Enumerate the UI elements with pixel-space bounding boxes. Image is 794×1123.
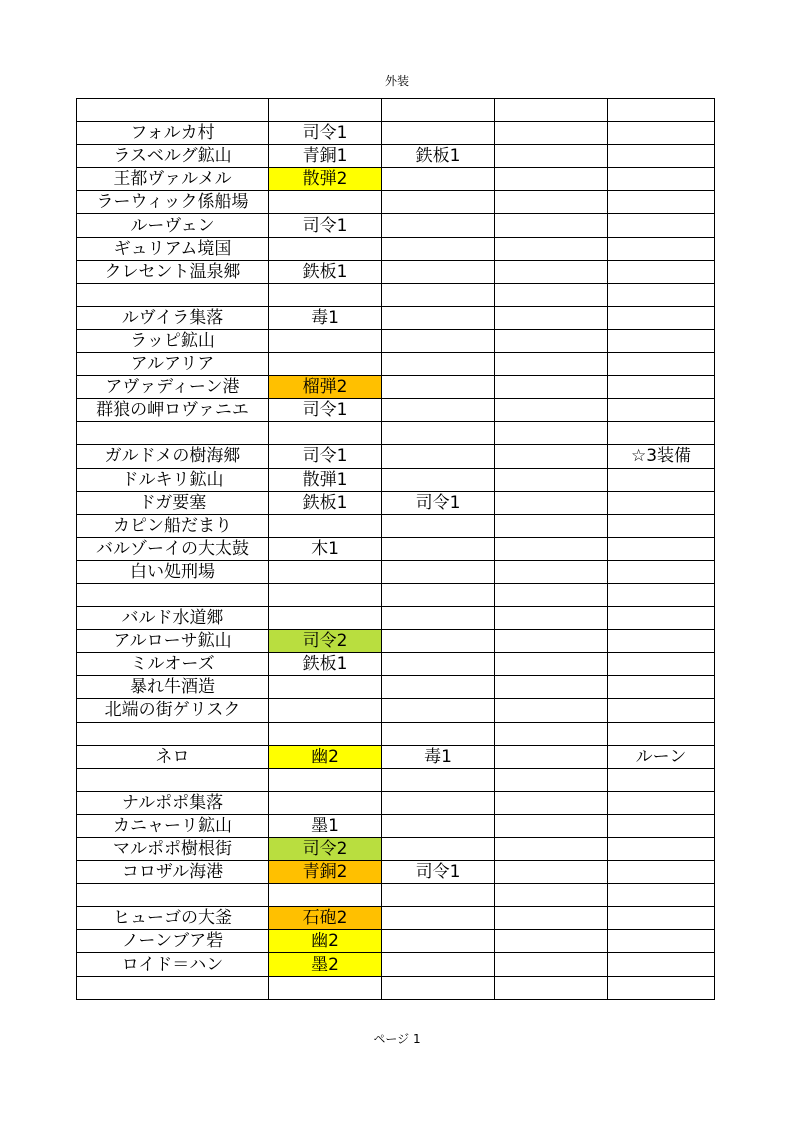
material-cell[interactable] [269, 976, 382, 999]
material-cell[interactable] [608, 583, 715, 606]
material-cell[interactable]: 青銅1 [269, 145, 382, 168]
material-cell[interactable] [382, 583, 495, 606]
material-cell[interactable] [495, 260, 608, 283]
material-cell[interactable] [495, 699, 608, 722]
table-row [77, 653, 715, 676]
material-cell[interactable] [382, 930, 495, 953]
table-row [77, 260, 715, 283]
material-cell[interactable] [495, 630, 608, 653]
material-cell[interactable] [608, 283, 715, 306]
location-cell[interactable]: ドガ要塞 [77, 491, 269, 514]
material-cell[interactable]: 散弾1 [269, 468, 382, 491]
material-cell[interactable] [382, 214, 495, 237]
material-cell[interactable] [495, 329, 608, 352]
material-cell[interactable] [382, 699, 495, 722]
table-row [77, 630, 715, 653]
location-cell[interactable]: バルド水道郷 [77, 607, 269, 630]
material-cell[interactable]: 鉄板1 [382, 145, 495, 168]
material-cell[interactable]: 司令1 [269, 445, 382, 468]
table-row [77, 514, 715, 537]
material-cell[interactable] [495, 99, 608, 122]
material-cell[interactable] [269, 699, 382, 722]
table-row [77, 283, 715, 306]
table-row [77, 768, 715, 791]
location-cell[interactable]: カニャーリ鉱山 [77, 814, 269, 837]
material-cell[interactable] [608, 399, 715, 422]
material-cell[interactable] [382, 122, 495, 145]
material-cell[interactable] [382, 306, 495, 329]
table-row [77, 122, 715, 145]
material-cell[interactable] [382, 838, 495, 861]
table-row [77, 329, 715, 352]
location-cell[interactable]: 群狼の岬ロヴァニエ [77, 399, 269, 422]
table-row [77, 145, 715, 168]
table-row [77, 907, 715, 930]
material-cell[interactable] [495, 445, 608, 468]
material-cell[interactable]: 毒1 [269, 306, 382, 329]
material-cell[interactable] [608, 376, 715, 399]
material-cell[interactable] [382, 653, 495, 676]
material-cell[interactable] [382, 376, 495, 399]
material-cell[interactable] [608, 838, 715, 861]
material-cell[interactable] [495, 884, 608, 907]
material-cell[interactable] [608, 99, 715, 122]
material-cell[interactable] [382, 676, 495, 699]
location-cell[interactable]: 暴れ牛酒造 [77, 676, 269, 699]
material-cell[interactable] [269, 237, 382, 260]
material-cell[interactable] [608, 930, 715, 953]
material-cell[interactable]: 司令2 [269, 838, 382, 861]
material-cell[interactable] [608, 514, 715, 537]
location-cell[interactable]: クレセント温泉郷 [77, 260, 269, 283]
location-cell[interactable]: ラスベルグ鉱山 [77, 145, 269, 168]
material-cell[interactable] [495, 814, 608, 837]
location-cell[interactable] [77, 422, 269, 445]
location-cell[interactable]: 白い処刑場 [77, 560, 269, 583]
table-row [77, 722, 715, 745]
material-cell[interactable] [382, 399, 495, 422]
material-cell[interactable] [382, 283, 495, 306]
material-cell[interactable]: 青銅2 [269, 861, 382, 884]
material-cell[interactable] [382, 353, 495, 376]
location-cell[interactable]: ネロ [77, 745, 269, 768]
table-row [77, 884, 715, 907]
material-cell[interactable] [382, 514, 495, 537]
location-cell[interactable]: ラーウィック係船場 [77, 191, 269, 214]
material-cell[interactable] [382, 168, 495, 191]
material-cell[interactable] [608, 653, 715, 676]
material-cell[interactable] [382, 468, 495, 491]
location-cell[interactable]: ギュリアム境国 [77, 237, 269, 260]
location-cell[interactable] [77, 884, 269, 907]
material-cell[interactable] [382, 422, 495, 445]
material-cell[interactable] [495, 145, 608, 168]
material-cell[interactable] [608, 329, 715, 352]
page-header: 外装 [384, 74, 409, 88]
material-cell[interactable] [608, 122, 715, 145]
location-cell[interactable]: 北端の街ゲリスク [77, 699, 269, 722]
material-cell[interactable] [269, 353, 382, 376]
material-cell[interactable]: 石砲2 [269, 907, 382, 930]
material-cell[interactable] [382, 445, 495, 468]
material-cell[interactable] [608, 537, 715, 560]
material-cell[interactable] [495, 930, 608, 953]
location-cell[interactable] [77, 583, 269, 606]
table-row [77, 699, 715, 722]
material-cell[interactable] [608, 907, 715, 930]
location-cell[interactable]: アルローサ鉱山 [77, 630, 269, 653]
table-row [77, 976, 715, 999]
material-cell[interactable] [495, 468, 608, 491]
table-row [77, 930, 715, 953]
location-cell[interactable] [77, 722, 269, 745]
table-row [77, 422, 715, 445]
material-cell[interactable]: ルーン [608, 745, 715, 768]
material-cell[interactable] [608, 491, 715, 514]
material-cell[interactable] [608, 260, 715, 283]
material-cell[interactable] [269, 191, 382, 214]
material-cell[interactable] [495, 861, 608, 884]
location-cell[interactable]: フォルカ村 [77, 122, 269, 145]
material-cell[interactable] [495, 745, 608, 768]
material-cell[interactable]: 司令1 [382, 861, 495, 884]
location-cell[interactable] [77, 976, 269, 999]
location-cell[interactable]: ラッピ鉱山 [77, 329, 269, 352]
location-cell[interactable] [77, 99, 269, 122]
table-row [77, 607, 715, 630]
material-cell[interactable] [608, 676, 715, 699]
location-cell[interactable]: ノーンブア砦 [77, 930, 269, 953]
material-cell[interactable] [495, 607, 608, 630]
table-row [77, 814, 715, 837]
material-cell[interactable] [269, 722, 382, 745]
material-cell[interactable]: 鉄板1 [269, 653, 382, 676]
material-cell[interactable] [495, 399, 608, 422]
table-row [77, 491, 715, 514]
material-cell[interactable] [608, 191, 715, 214]
location-cell[interactable]: 王都ヴァルメル [77, 168, 269, 191]
material-cell[interactable]: 散弾2 [269, 168, 382, 191]
material-cell[interactable]: 司令2 [269, 630, 382, 653]
material-cell[interactable] [495, 353, 608, 376]
material-cell[interactable] [269, 791, 382, 814]
table-row [77, 99, 715, 122]
material-cell[interactable]: 鉄板1 [269, 260, 382, 283]
location-cell[interactable]: バルゾーイの大太鼓 [77, 537, 269, 560]
material-cell[interactable] [495, 376, 608, 399]
location-cell[interactable]: マルポポ樹根街 [77, 838, 269, 861]
table-row [77, 745, 715, 768]
table-row [77, 560, 715, 583]
material-cell[interactable] [495, 237, 608, 260]
table-row [77, 468, 715, 491]
material-cell[interactable] [269, 283, 382, 306]
material-cell[interactable] [495, 122, 608, 145]
material-cell[interactable] [608, 953, 715, 976]
material-cell[interactable] [608, 145, 715, 168]
spreadsheet-table [76, 98, 715, 1000]
location-cell[interactable]: カピン船だまり [77, 514, 269, 537]
location-cell[interactable]: ルーヴェン [77, 214, 269, 237]
material-cell[interactable] [382, 630, 495, 653]
material-cell[interactable] [608, 607, 715, 630]
material-cell[interactable] [269, 560, 382, 583]
material-cell[interactable]: 墨2 [269, 953, 382, 976]
material-cell[interactable] [608, 722, 715, 745]
material-cell[interactable] [269, 607, 382, 630]
location-cell[interactable]: ロイド＝ハン [77, 953, 269, 976]
material-cell[interactable] [382, 953, 495, 976]
material-cell[interactable] [382, 560, 495, 583]
material-cell[interactable] [608, 237, 715, 260]
material-cell[interactable] [608, 353, 715, 376]
material-cell[interactable]: 幽2 [269, 745, 382, 768]
location-cell[interactable]: アヴァディーン港 [77, 376, 269, 399]
material-cell[interactable] [382, 607, 495, 630]
material-cell[interactable] [495, 768, 608, 791]
material-cell[interactable] [382, 722, 495, 745]
material-cell[interactable] [608, 422, 715, 445]
table-row [77, 376, 715, 399]
material-cell[interactable] [608, 168, 715, 191]
material-cell[interactable] [269, 99, 382, 122]
table-row [77, 306, 715, 329]
location-cell[interactable]: ナルポポ集落 [77, 791, 269, 814]
material-cell[interactable] [382, 791, 495, 814]
material-cell[interactable] [269, 768, 382, 791]
location-cell[interactable]: ヒューゴの大釜 [77, 907, 269, 930]
table-row [77, 191, 715, 214]
material-cell[interactable] [269, 514, 382, 537]
material-cell[interactable]: 毒1 [382, 745, 495, 768]
material-cell[interactable] [495, 583, 608, 606]
table-row [77, 168, 715, 191]
material-cell[interactable] [382, 99, 495, 122]
spreadsheet-body [77, 99, 715, 1000]
material-cell[interactable] [382, 768, 495, 791]
material-cell[interactable] [608, 560, 715, 583]
material-cell[interactable] [495, 214, 608, 237]
material-cell[interactable] [495, 514, 608, 537]
table-row [77, 676, 715, 699]
table-row [77, 214, 715, 237]
table-row [77, 399, 715, 422]
material-cell[interactable] [495, 283, 608, 306]
material-cell[interactable] [269, 884, 382, 907]
material-cell[interactable] [495, 907, 608, 930]
material-cell[interactable] [608, 861, 715, 884]
location-cell[interactable]: ルヴイラ集落 [77, 306, 269, 329]
table-row [77, 237, 715, 260]
table-row [77, 953, 715, 976]
material-cell[interactable] [495, 791, 608, 814]
page-footer: ページ 1 [373, 1032, 421, 1046]
material-cell[interactable] [495, 953, 608, 976]
material-cell[interactable] [382, 884, 495, 907]
location-cell[interactable] [77, 283, 269, 306]
table-row [77, 791, 715, 814]
location-cell[interactable]: コロザル海港 [77, 861, 269, 884]
material-cell[interactable] [608, 630, 715, 653]
material-cell[interactable]: 司令1 [269, 399, 382, 422]
material-cell[interactable] [382, 329, 495, 352]
material-cell[interactable] [495, 422, 608, 445]
material-cell[interactable] [269, 422, 382, 445]
material-cell[interactable]: 司令1 [269, 122, 382, 145]
material-cell[interactable] [269, 329, 382, 352]
material-cell[interactable] [608, 768, 715, 791]
table-row [77, 583, 715, 606]
material-cell[interactable] [608, 214, 715, 237]
material-cell[interactable] [382, 191, 495, 214]
material-cell[interactable] [495, 168, 608, 191]
material-cell[interactable] [495, 191, 608, 214]
material-cell[interactable] [269, 583, 382, 606]
table-row [77, 353, 715, 376]
material-cell[interactable] [269, 676, 382, 699]
material-cell[interactable] [608, 976, 715, 999]
location-cell[interactable]: ドルキリ鉱山 [77, 468, 269, 491]
material-cell[interactable] [495, 676, 608, 699]
material-cell[interactable] [608, 791, 715, 814]
material-cell[interactable]: 司令1 [269, 214, 382, 237]
location-cell[interactable] [77, 768, 269, 791]
material-cell[interactable] [382, 537, 495, 560]
material-cell[interactable] [608, 468, 715, 491]
material-cell[interactable]: 鉄板1 [269, 491, 382, 514]
material-cell[interactable] [495, 560, 608, 583]
material-cell[interactable] [382, 976, 495, 999]
material-cell[interactable] [382, 907, 495, 930]
material-cell[interactable] [495, 491, 608, 514]
material-cell[interactable]: 幽2 [269, 930, 382, 953]
location-cell[interactable]: ガルドメの樹海郷 [77, 445, 269, 468]
material-cell[interactable] [382, 237, 495, 260]
material-cell[interactable]: 墨1 [269, 814, 382, 837]
material-cell[interactable] [495, 537, 608, 560]
table-row [77, 838, 715, 861]
material-cell[interactable]: 木1 [269, 537, 382, 560]
material-cell[interactable]: ☆3装備 [608, 445, 715, 468]
material-cell[interactable] [608, 884, 715, 907]
material-cell[interactable] [608, 306, 715, 329]
table-row [77, 861, 715, 884]
material-cell[interactable]: 司令1 [382, 491, 495, 514]
material-cell[interactable] [382, 260, 495, 283]
material-cell[interactable] [608, 814, 715, 837]
material-cell[interactable] [495, 653, 608, 676]
table-row [77, 445, 715, 468]
location-cell[interactable]: ミルオーズ [77, 653, 269, 676]
material-cell[interactable] [382, 814, 495, 837]
material-cell[interactable] [495, 306, 608, 329]
material-cell[interactable] [608, 699, 715, 722]
material-cell[interactable]: 榴弾2 [269, 376, 382, 399]
material-cell[interactable] [495, 838, 608, 861]
material-cell[interactable] [495, 976, 608, 999]
material-cell[interactable] [495, 722, 608, 745]
location-cell[interactable]: アルアリア [77, 353, 269, 376]
table-row [77, 537, 715, 560]
